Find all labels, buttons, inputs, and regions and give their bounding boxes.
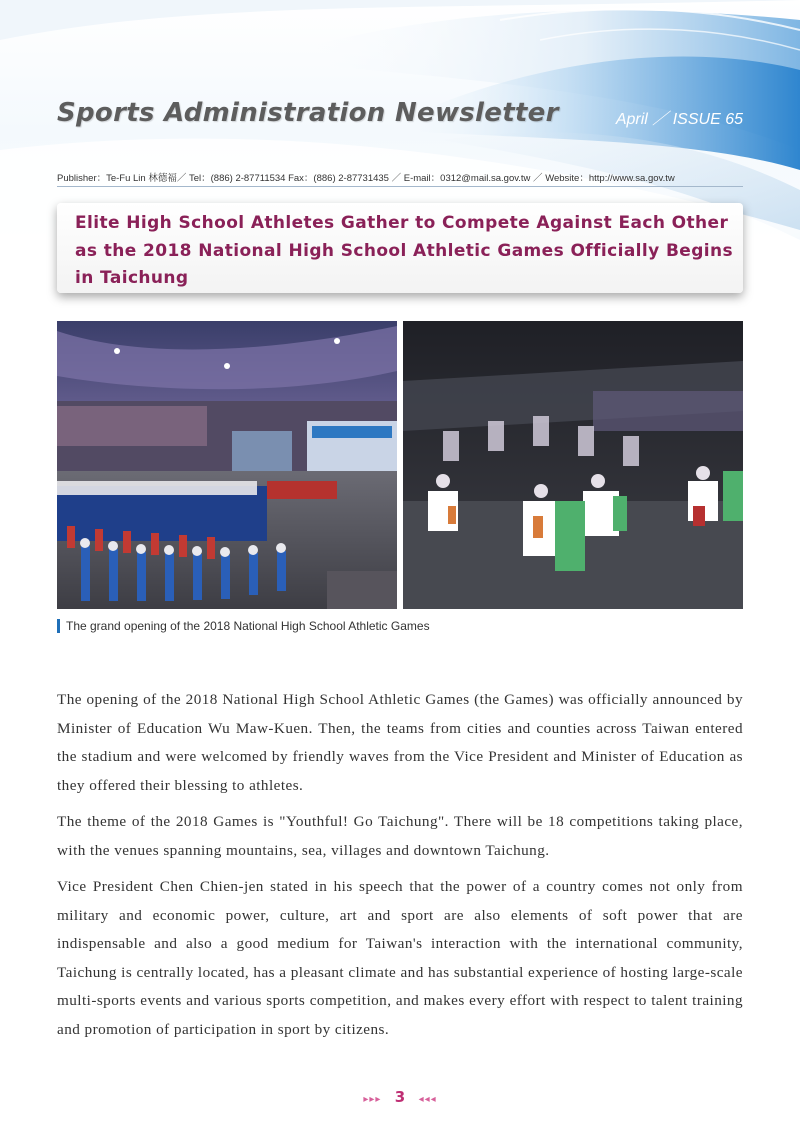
article-paragraph: The theme of the 2018 Games is "Youthful! Go Taichung". There will be 18 competitions taking place, with the venues spanning mountains, sea, villages and downtown Taichung. xyxy=(57,813,743,859)
article-paragraph: Vice President Chen Chien-jen stated in his speech that the power of a country comes not only from military and economic power, culture, art and sport are also elements of soft power that are indispensable and also a good medium for Taiwan's interaction with the international community, Taichung is centrally located, has a pleasant climate and has substantial experience of hosting large-scale multi-sports events and various sports competition, and makes every effort with respect to talent training and promotion of participation in sport by citizens. xyxy=(57,878,743,1038)
article-body xyxy=(57,686,743,1052)
stadium-crowd-image xyxy=(57,321,397,609)
publisher-info: Publisher：Te-Fu Lin 林德福／ Tel：(886) 2-87711534 Fax：(886) 2-87731435 ／ E-mail：0312@mail.sa.gov.tw ／ Website：http://www.sa.gov.tw xyxy=(57,173,675,184)
opening-ceremony-photo xyxy=(57,321,397,609)
newsletter-title: Sports Administration Newsletter xyxy=(57,98,559,128)
photo-caption: The grand opening of the 2018 National High School Athletic Games xyxy=(66,619,430,633)
caption-accent-bar xyxy=(57,619,60,633)
article-headline: Elite High School Athletes Gather to Compete Against Each Other as the 2018 National High School Athletic Games Officially Begins in Taichung xyxy=(75,213,734,288)
header-divider xyxy=(57,186,743,187)
article-paragraph: The opening of the 2018 National High School Athletic Games (the Games) was officially announced by Minister of Education Wu Maw-Kuen. Then, the teams from cities and counties across Taiwan entered the stadium and were welcomed by friendly waves from the Vice President and Minister of Education as they offered their blessing to athletes. xyxy=(57,691,743,794)
performance-photo xyxy=(403,321,743,609)
page-navigation xyxy=(0,1088,800,1106)
prev-arrows-icon: ▸▸▸ xyxy=(363,1094,382,1105)
headline-box xyxy=(57,203,743,293)
next-arrows-icon: ◂◂◂ xyxy=(418,1094,437,1105)
issue-label: April ／ ISSUE 65 xyxy=(615,111,743,128)
page-number: 3 xyxy=(394,1088,406,1106)
performers-image xyxy=(403,321,743,609)
